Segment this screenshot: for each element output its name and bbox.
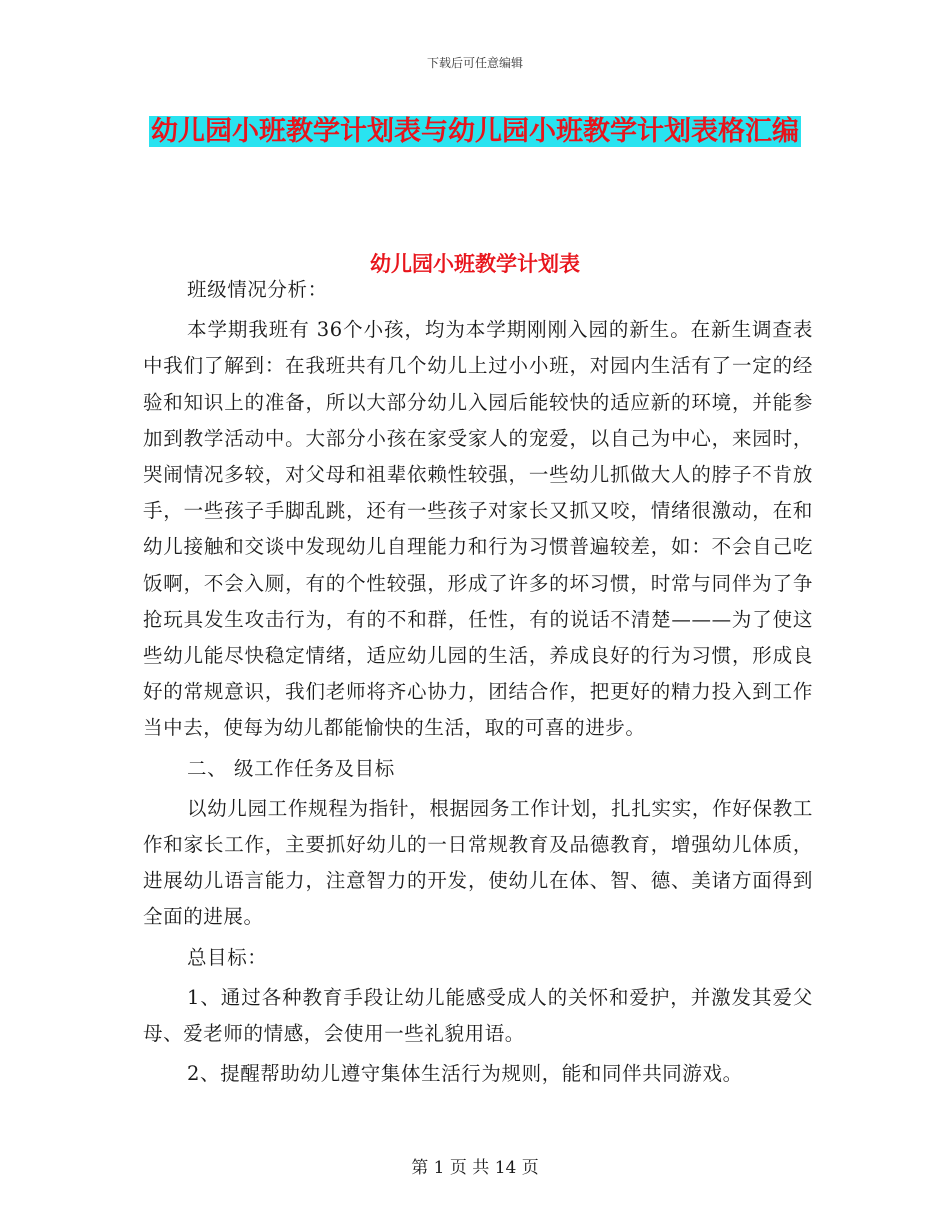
- paragraph-class-analysis-heading: 班级情况分析：: [187, 278, 328, 301]
- paragraph-goals-heading: 总目标：: [187, 945, 268, 969]
- document-title: [140, 110, 810, 153]
- header-note: 下载后可任意编辑: [426, 56, 523, 70]
- paragraph-tasks-heading: 二、 级工作任务及目标: [187, 756, 395, 780]
- page-footer: 第 1 页 共 14 页: [411, 1158, 539, 1178]
- paragraph-class-analysis: 本学期我班有 36个小孩，均为本学期刚刚入园的新生。在新生调查表中我们了解到：在我班共有几个幼儿上过小小班，对园内生活有了一定的经验和知识上的准备，所以大部分幼儿入园后能较快的适应新的环境，并能参加到教学活动中。大部分小孩在家受家人的宠爱，以自己为中心，来园时，哭闹情况多较，对父母和祖辈依赖性较强，一些幼儿抓做大人的脖子不肯放手，一些孩子手脚乱跳，还有一些孩子对家长又抓又咬，情绪很激动，在和幼儿接触和交谈中发现幼儿自理能力和行为习惯普遍较差，如：不会自己吃饭啊，不会入厕，有的个性较强，形成了许多的坏习惯，时常与同伴为了争抢玩具发生攻击行为，有的不和群，任性，有的说话不清楚———为了使这些幼儿能尽快稳定情绪，适应幼儿园的生活，养成良好的行为习惯，形成良好的常规意识，我们老师将齐心协力，团结合作，把更好的精力投入到工作当中去，使每为幼儿都能愉快的生活，取的可喜的进步。: [143, 318, 813, 740]
- paragraph-goal-2: 2、提醒帮助幼儿遵守集体生活行为规则，能和同伴共同游戏。: [187, 1062, 743, 1086]
- paragraph-goal-1: 1、通过各种教育手段让幼儿能感受成人的关怀和爱护，并激发其爱父母、爱老师的情感，会使用一些礼貌用语。: [143, 985, 813, 1046]
- document-title-text: 幼儿园小班教学计划表与幼儿园小班教学计划表格汇编: [151, 116, 799, 147]
- paragraph-tasks: 以幼儿园工作规程为指针，根据园务工作计划，扎扎实实，作好保教工作和家长工作，主要抓好幼儿的一日常规教育及品德教育，增强幼儿体质，进展幼儿语言能力，注意智力的开发，使幼儿在体、智、德、美诸方面得到全面的进展。: [143, 796, 813, 929]
- document-body: [143, 272, 813, 1092]
- section-title: 幼儿园小班教学计划表: [370, 251, 580, 276]
